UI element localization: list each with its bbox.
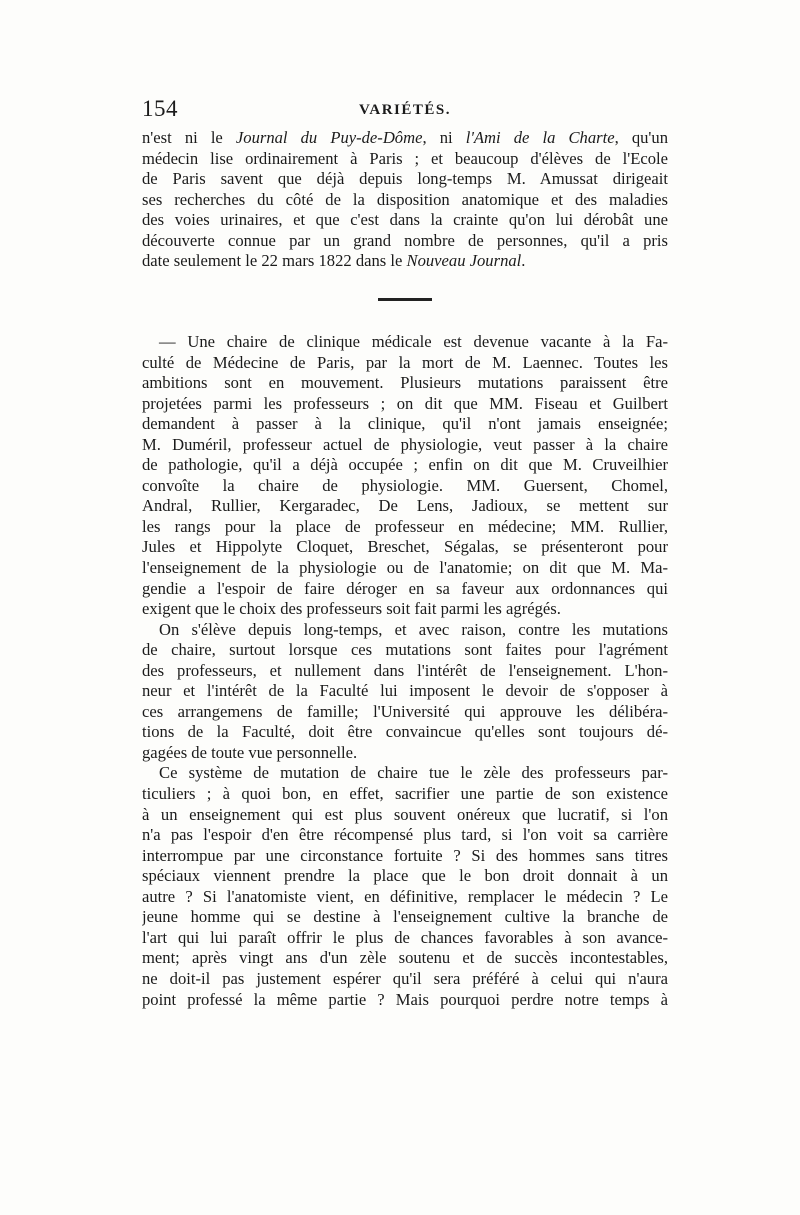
text-line: découverte connue par un grand nombre de personnes, qu'il a pris: [142, 230, 668, 250]
text-line: projetées parmi les professeurs ; on dit que MM. Fiseau et Guilbert: [142, 393, 668, 413]
text-line: ces arrangemens de famille; l'Université qui approuve les délibéra-: [142, 701, 668, 721]
text-line: l'art qui lui paraît offrir le plus de chances favorables à son avance-: [142, 927, 668, 947]
text-line: gendie a l'espoir de faire déroger en sa faveur aux ordonnances qui: [142, 578, 668, 598]
section-separator-rule: [378, 298, 432, 301]
text-line: ambitions sont en mouvement. Plusieurs mutations paraissent être: [142, 373, 668, 393]
text-line: de chaire, surtout lorsque ces mutations sont faites pour l'agrément: [142, 640, 668, 660]
text-line: ses recherches du côté de la disposition anatomique et des maladies: [142, 189, 668, 209]
text-line: n'a pas l'espoir d'en être récompensé plus tard, si l'on voit sa carrière: [142, 825, 668, 845]
text-line: jeune homme qui se destine à l'enseignement cultive la branche de: [142, 907, 668, 927]
text-line: Jules et Hippolyte Cloquet, Breschet, Ségalas, se présenteront pour: [142, 537, 668, 557]
text-line: culté de Médecine de Paris, par la mort de M. Laennec. Toutes les: [142, 352, 668, 372]
text-line: gagées de toute vue personnelle.: [142, 742, 358, 762]
paragraph-block-1: [142, 128, 668, 272]
text-line: On s'élève depuis long-temps, et avec raison, contre les mutations: [159, 619, 668, 639]
page-header: [142, 96, 668, 126]
text-line: M. Duméril, professeur actuel de physiologie, veut passer à la chaire: [142, 434, 668, 454]
text-line: tions de la Faculté, doit être convaincue qu'elles sont toujours dé-: [142, 722, 668, 742]
text-line: exigent que le choix des professeurs soit fait parmi les agrégés.: [142, 599, 561, 619]
text-line: convoîte la chaire de physiologie. MM. Guersent, Chomel,: [142, 475, 668, 495]
text-line: l'enseignement de la physiologie ou de l'anatomie; on dit que M. Ma-: [142, 558, 668, 578]
text-line: point professé la même partie ? Mais pourquoi perdre notre temps à: [142, 989, 668, 1009]
text-line: — Une chaire de clinique médicale est devenue vacante à la Fa-: [159, 332, 668, 351]
text-line: demandent à passer à la clinique, qu'il n'ont jamais enseignée;: [142, 414, 668, 434]
text-line: ment; après vingt ans d'un zèle soutenu et de succès incontestables,: [142, 948, 668, 968]
text-line: médecin lise ordinairement à Paris ; et beaucoup d'élèves de l'Ecole: [142, 148, 668, 168]
text-line: des professeurs, et nullement dans l'intérêt de l'enseignement. L'hon-: [142, 660, 668, 680]
text-line: Andral, Rullier, Kergaradec, De Lens, Jadioux, se mettent sur: [142, 496, 668, 516]
text-line: de pathologie, qu'il a déjà occupée ; enfin on dit que M. Cruveilhier: [142, 455, 668, 475]
text-line: date seulement le 22 mars 1822 dans le Nouveau Journal.: [142, 251, 526, 271]
text-line: ticuliers ; à quoi bon, en effet, sacrifier une partie de son existence: [142, 784, 668, 804]
text-line: des voies urinaires, et que c'est dans la crainte qu'on lui dérobât une: [142, 210, 668, 230]
text-line: à un enseignement qui est plus souvent onéreux que lucratif, si l'on: [142, 804, 668, 824]
text-line: Ce système de mutation de chaire tue le zèle des professeurs par-: [159, 763, 668, 783]
page-number: 154: [142, 96, 178, 121]
text-line: de Paris savent que déjà depuis long-temps M. Amussat dirigeait: [142, 169, 668, 189]
text-line: ne doit-il pas justement espérer qu'il sera préféré à celui qui n'aura: [142, 968, 668, 988]
text-line: spéciaux viennent prendre la place que le bon droit donnait à un: [142, 866, 668, 886]
paragraph-block-2: [142, 332, 668, 1010]
text-line: les rangs pour la place de professeur en médecine; MM. Rullier,: [142, 516, 668, 536]
running-head: VARIÉTÉS.: [358, 102, 451, 118]
text-line: autre ? Si l'anatomiste vient, en définitive, remplacer le médecin ? Le: [142, 886, 668, 906]
text-line: n'est ni le Journal du Puy-de-Dôme, ni l'Ami de la Charte, qu'un: [142, 128, 668, 147]
text-line: neur et l'intérêt de la Faculté lui imposent le devoir de s'opposer à: [142, 681, 668, 701]
text-line: interrompue par une circonstance fortuite ? Si des hommes sans titres: [142, 845, 668, 865]
